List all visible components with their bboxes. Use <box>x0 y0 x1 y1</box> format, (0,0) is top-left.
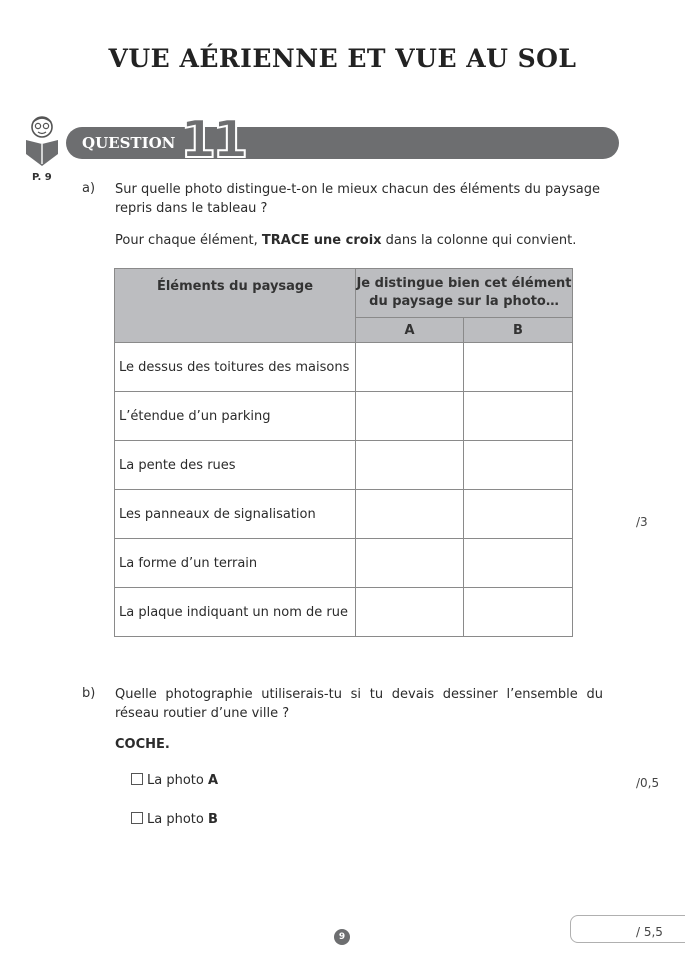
row-label: Les panneaux de signalisation <box>115 490 356 539</box>
option-label: La photo <box>147 773 208 788</box>
option-photo-b[interactable] <box>131 812 218 827</box>
part-b-letter: b) <box>82 686 96 701</box>
part-a-letter: a) <box>82 181 96 196</box>
row-label: La plaque indiquant un nom de rue <box>115 588 356 637</box>
option-letter: A <box>207 773 219 788</box>
part-b-question: Quelle photographie utiliserais-tu si tu devais dessiner l’ensemble du réseau routier d’une ville ? <box>115 687 603 721</box>
option-photo-a[interactable] <box>131 773 218 788</box>
cell-b[interactable] <box>464 392 573 441</box>
cell-a[interactable] <box>356 539 464 588</box>
header-col-a: A <box>356 318 464 343</box>
cell-a[interactable] <box>356 588 464 637</box>
header-col-b: B <box>464 318 573 343</box>
cell-a[interactable] <box>356 343 464 392</box>
page-title: VUE AÉRIENNE ET VUE AU SOL <box>108 44 577 73</box>
row-label: Le dessus des toitures des maisons <box>115 343 356 392</box>
row-label: La forme d’un terrain <box>115 539 356 588</box>
cell-b[interactable] <box>464 490 573 539</box>
cell-b[interactable] <box>464 588 573 637</box>
question-label: QUESTION <box>82 134 176 152</box>
part-a-question: Sur quelle photo distingue-t-on le mieux chacun des éléments du paysage repris dans le tableau ? <box>115 182 600 216</box>
table-row <box>115 588 573 637</box>
header-distinguish: Je distingue bien cet élément du paysage sur la photo… <box>356 269 573 318</box>
cell-a[interactable] <box>356 392 464 441</box>
empty-checkbox-icon[interactable] <box>131 812 143 824</box>
cell-b[interactable] <box>464 343 573 392</box>
table-row <box>115 343 573 392</box>
page-number: 9 <box>334 929 350 945</box>
total-score-box <box>570 915 685 943</box>
reading-kid-icon <box>24 114 60 170</box>
question-number: 11 <box>180 110 245 170</box>
score-part-a: /3 <box>636 515 648 529</box>
header-elements: Éléments du paysage <box>115 269 356 343</box>
option-label: La photo <box>147 812 208 827</box>
score-part-b: /0,5 <box>636 776 660 790</box>
table-row <box>115 441 573 490</box>
option-letter: B <box>207 812 218 827</box>
page-reference: P. 9 <box>32 172 52 183</box>
row-label: L’étendue d’un parking <box>115 392 356 441</box>
part-b-instruction: COCHE. <box>115 737 170 752</box>
empty-checkbox-icon[interactable] <box>131 773 143 785</box>
landscape-elements-table <box>114 268 573 637</box>
part-a-instruction <box>115 231 603 250</box>
cell-a[interactable] <box>356 441 464 490</box>
table-row <box>115 392 573 441</box>
cell-a[interactable] <box>356 490 464 539</box>
table-row <box>115 490 573 539</box>
row-label: La pente des rues <box>115 441 356 490</box>
instruction-prefix: Pour chaque élément, <box>115 233 262 248</box>
cell-b[interactable] <box>464 539 573 588</box>
table-row <box>115 539 573 588</box>
cell-b[interactable] <box>464 441 573 490</box>
instruction-bold: TRACE une croix <box>261 233 382 248</box>
total-score: / 5,5 <box>636 925 663 939</box>
instruction-suffix: dans la colonne qui convient. <box>381 233 577 248</box>
